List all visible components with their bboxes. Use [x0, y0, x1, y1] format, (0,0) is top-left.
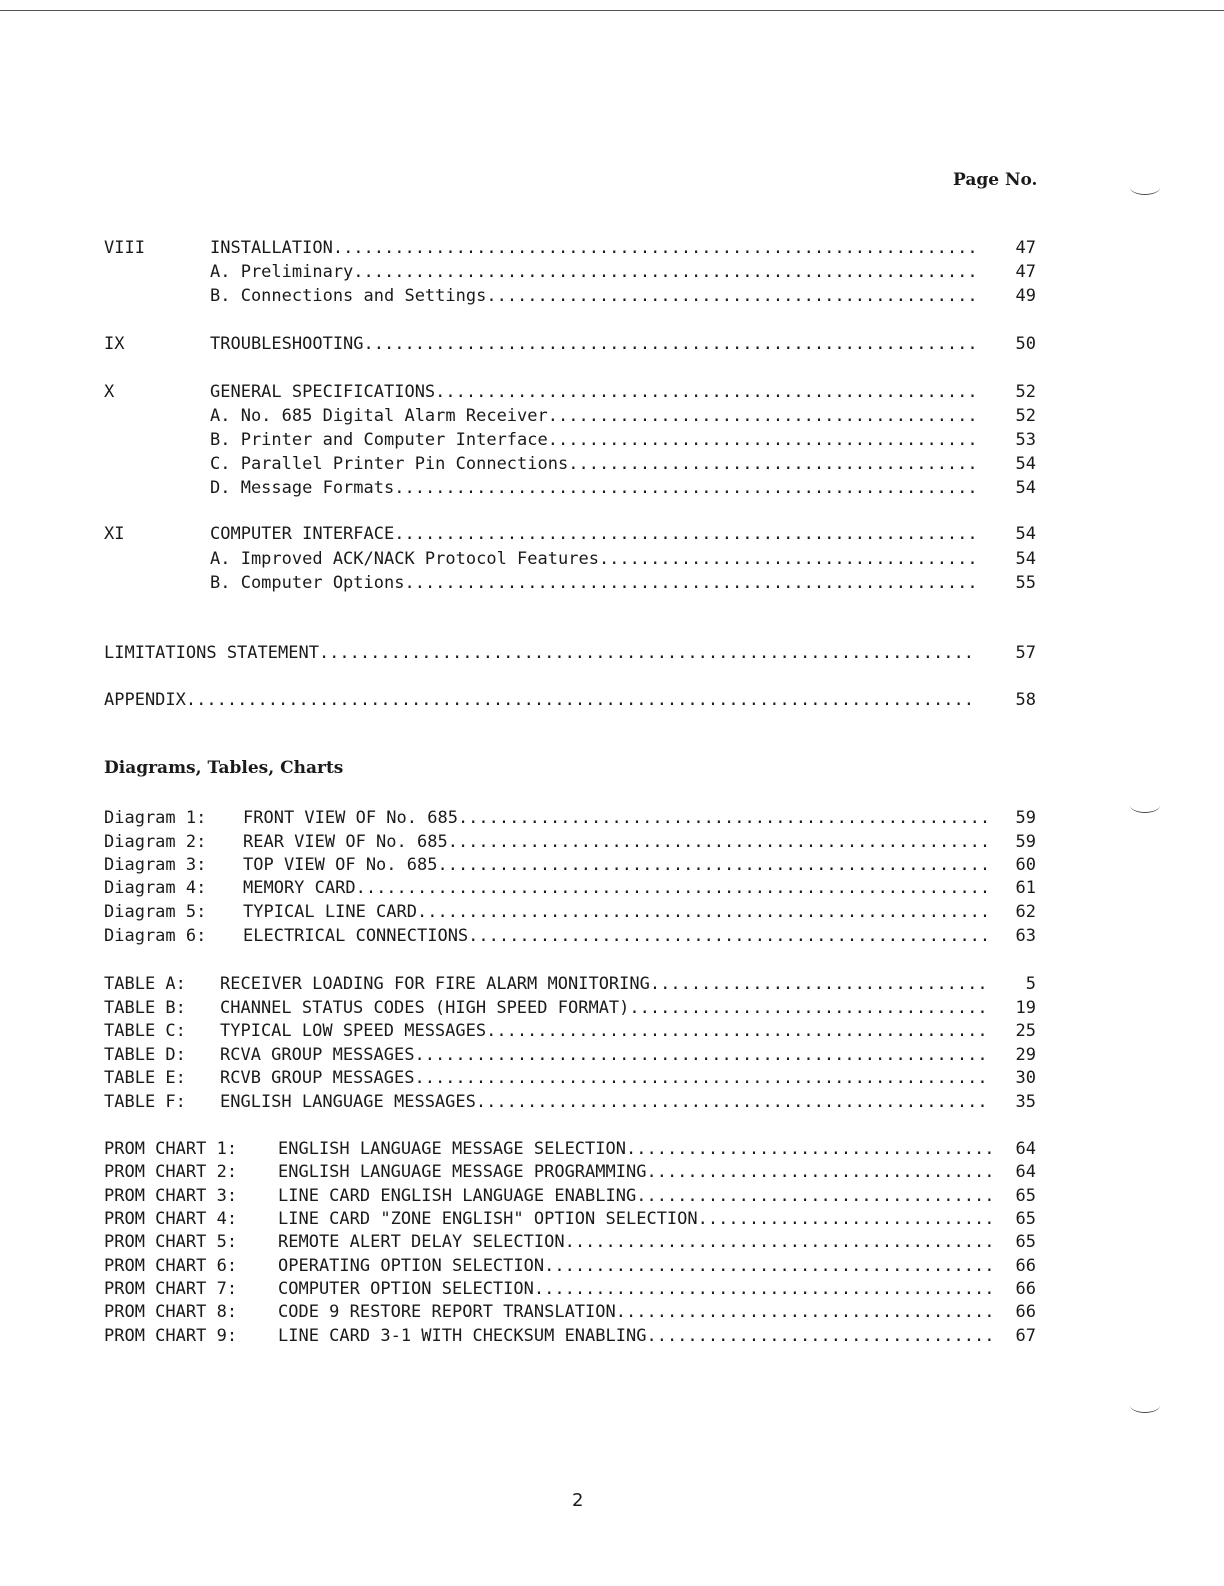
toc-entry: B. Connections and Settings ..... — [210, 284, 978, 308]
toc-entry: B. Printer and Computer Interface ..... — [210, 428, 978, 452]
prom-chart-entry: LINE CARD 3-1 WITH CHECKSUM ENABLING ..... — [278, 1324, 991, 1348]
toc-page: 54 — [1015, 549, 1036, 569]
diagram-label: Diagram 6: — [104, 926, 207, 946]
table-label: TABLE A: — [104, 974, 186, 994]
toc-page: 54 — [1015, 524, 1036, 544]
table-page: 5 — [1025, 974, 1036, 994]
diagram-entry: MEMORY CARD ..... — [243, 876, 991, 900]
diagram-label: Diagram 3: — [104, 855, 207, 875]
toc-entry: INSTALLATION ..... — [210, 236, 978, 260]
toc-entry: COMPUTER INTERFACE ..... — [210, 522, 978, 546]
toc-page: 57 — [1015, 643, 1036, 663]
diagram-page: 60 — [1015, 855, 1036, 875]
table-label: TABLE F: — [104, 1092, 186, 1112]
toc-page: 58 — [1015, 690, 1036, 710]
prom-chart-entry: CODE 9 RESTORE REPORT TRANSLATION.. ..... — [278, 1300, 991, 1324]
prom-chart-label: PROM CHART 7: — [104, 1279, 238, 1299]
prom-chart-page: 66 — [1015, 1256, 1036, 1276]
prom-chart-entry: OPERATING OPTION SELECTION ..... — [278, 1254, 991, 1278]
prom-chart-entry: REMOTE ALERT DELAY SELECTION ..... — [278, 1230, 991, 1254]
toc-section-number: VIII — [104, 238, 145, 258]
table-label: TABLE B: — [104, 998, 186, 1018]
table-entry: TYPICAL LOW SPEED MESSAGES ..... — [220, 1019, 991, 1043]
diagram-page: 61 — [1015, 878, 1036, 898]
table-entry: CHANNEL STATUS CODES (HIGH SPEED FORMAT) ..... — [220, 996, 991, 1020]
prom-chart-page: 65 — [1015, 1186, 1036, 1206]
toc-entry: B. Computer Options ..... — [210, 571, 978, 595]
prom-chart-label: PROM CHART 9: — [104, 1326, 238, 1346]
prom-chart-entry: ENGLISH LANGUAGE MESSAGE SELECTION ..... — [278, 1137, 991, 1161]
prom-chart-page: 64 — [1015, 1162, 1036, 1182]
diagram-entry: REAR VIEW OF No. 685 ..... — [243, 830, 991, 854]
toc-entry: A. Improved ACK/NACK Protocol Features ..... — [210, 547, 978, 571]
diagram-page: 63 — [1015, 926, 1036, 946]
table-label: TABLE E: — [104, 1068, 186, 1088]
toc-entry: LIMITATIONS STATEMENT ..... — [104, 641, 978, 665]
toc-page: 50 — [1015, 334, 1036, 354]
prom-chart-label: PROM CHART 1: — [104, 1139, 238, 1159]
diagram-entry: TYPICAL LINE CARD ..... — [243, 900, 991, 924]
prom-chart-label: PROM CHART 3: — [104, 1186, 238, 1206]
toc-page: 54 — [1015, 454, 1036, 474]
toc-page: 49 — [1015, 286, 1036, 306]
table-entry: RCVB GROUP MESSAGES ..... — [220, 1066, 991, 1090]
page-no-heading: Page No. — [953, 170, 1038, 190]
prom-chart-page: 65 — [1015, 1232, 1036, 1252]
toc-entry: A. No. 685 Digital Alarm Receiver ..... — [210, 404, 978, 428]
toc-entry: GENERAL SPECIFICATIONS ..... — [210, 380, 978, 404]
table-page: 35 — [1015, 1092, 1036, 1112]
toc-entry: A. Preliminary ..... — [210, 260, 978, 284]
binder-mark — [1130, 1398, 1160, 1413]
table-page: 19 — [1015, 998, 1036, 1018]
binder-mark — [1130, 798, 1160, 813]
table-label: TABLE D: — [104, 1045, 186, 1065]
table-label: TABLE C: — [104, 1021, 186, 1041]
figures-heading: Diagrams, Tables, Charts — [104, 758, 344, 778]
diagram-entry: TOP VIEW OF No. 685 ..... — [243, 853, 991, 877]
toc-entry: C. Parallel Printer Pin Connections ..... — [210, 452, 978, 476]
diagram-entry: ELECTRICAL CONNECTIONS ..... — [243, 924, 991, 948]
prom-chart-entry: ENGLISH LANGUAGE MESSAGE PROGRAMMING ..... — [278, 1160, 991, 1184]
prom-chart-page: 64 — [1015, 1139, 1036, 1159]
diagram-page: 59 — [1015, 808, 1036, 828]
toc-section-number: XI — [104, 524, 125, 544]
toc-page: 55 — [1015, 573, 1036, 593]
toc-page: 52 — [1015, 406, 1036, 426]
table-entry: RCVA GROUP MESSAGES ..... — [220, 1043, 991, 1067]
toc-entry: TROUBLESHOOTING ..... — [210, 332, 978, 356]
prom-chart-label: PROM CHART 5: — [104, 1232, 238, 1252]
diagram-label: Diagram 2: — [104, 832, 207, 852]
diagram-page: 62 — [1015, 902, 1036, 922]
prom-chart-page: 66 — [1015, 1302, 1036, 1322]
toc-page: 47 — [1015, 238, 1036, 258]
prom-chart-label: PROM CHART 6: — [104, 1256, 238, 1276]
table-entry: ENGLISH LANGUAGE MESSAGES ..... — [220, 1090, 991, 1114]
prom-chart-entry: LINE CARD ENGLISH LANGUAGE ENABLING ..... — [278, 1184, 991, 1208]
toc-page: 54 — [1015, 478, 1036, 498]
prom-chart-page: 66 — [1015, 1279, 1036, 1299]
toc-section-number: IX — [104, 334, 125, 354]
binder-mark — [1130, 180, 1160, 195]
diagram-label: Diagram 4: — [104, 878, 207, 898]
toc-entry: D. Message Formats ..... — [210, 476, 978, 500]
prom-chart-entry: COMPUTER OPTION SELECTION ..... — [278, 1277, 991, 1301]
table-page: 25 — [1015, 1021, 1036, 1041]
prom-chart-label: PROM CHART 4: — [104, 1209, 238, 1229]
top-border-line — [0, 10, 1224, 11]
prom-chart-page: 67 — [1015, 1326, 1036, 1346]
table-page: 30 — [1015, 1068, 1036, 1088]
table-entry: RECEIVER LOADING FOR FIRE ALARM MONITORING ..... — [220, 972, 991, 996]
diagram-page: 59 — [1015, 832, 1036, 852]
prom-chart-label: PROM CHART 2: — [104, 1162, 238, 1182]
prom-chart-entry: LINE CARD "ZONE ENGLISH" OPTION SELECTION ..... — [278, 1207, 991, 1231]
prom-chart-label: PROM CHART 8: — [104, 1302, 238, 1322]
diagram-label: Diagram 1: — [104, 808, 207, 828]
toc-page: 47 — [1015, 262, 1036, 282]
diagram-label: Diagram 5: — [104, 902, 207, 922]
table-page: 29 — [1015, 1045, 1036, 1065]
toc-page: 53 — [1015, 430, 1036, 450]
toc-entry: APPENDIX ..... — [104, 688, 978, 712]
prom-chart-page: 65 — [1015, 1209, 1036, 1229]
toc-section-number: X — [104, 382, 115, 402]
toc-page: 52 — [1015, 382, 1036, 402]
page-number: 2 — [572, 1490, 584, 1511]
diagram-entry: FRONT VIEW OF No. 685 ..... — [243, 806, 991, 830]
